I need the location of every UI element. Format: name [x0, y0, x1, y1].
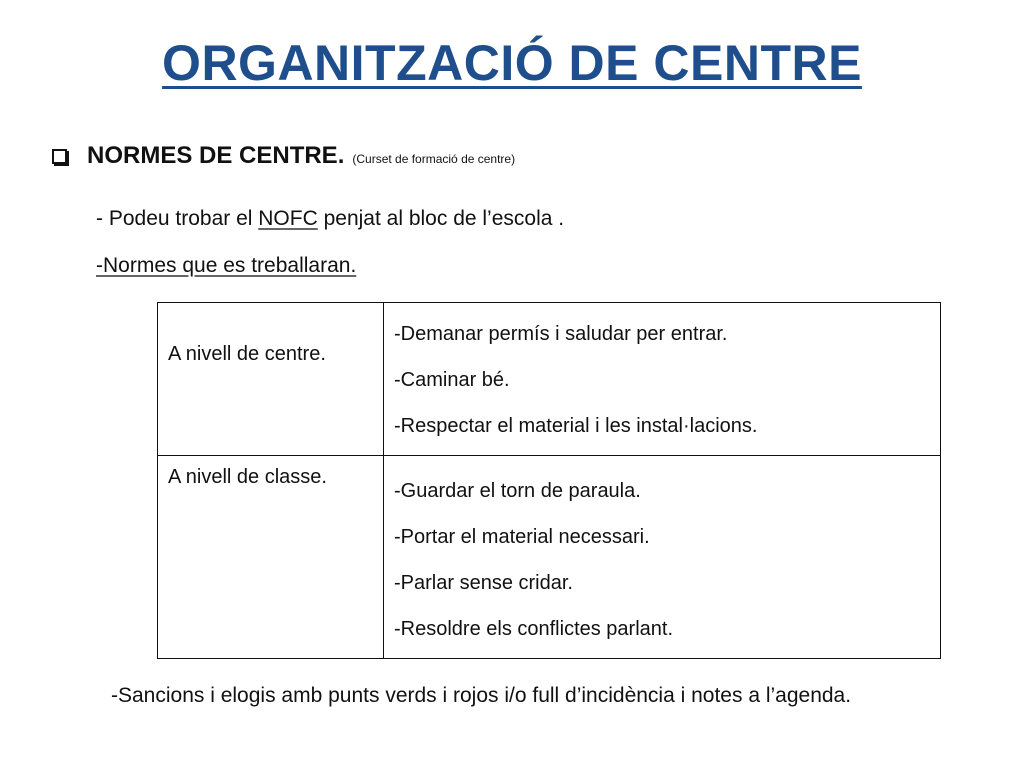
page-title-text: ORGANITZACIÓ DE CENTRE — [162, 35, 862, 91]
section-subnote: (Curset de formació de centre) — [352, 152, 516, 166]
norm-item: -Portar el material necessari. — [394, 526, 650, 548]
norm-item: -Parlar sense cridar. — [394, 572, 573, 594]
page-title — [0, 34, 1024, 92]
nofc-suffix: penjat al bloc de l’escola . — [317, 207, 565, 230]
norm-item: -Caminar bé. — [394, 369, 510, 391]
nofc-line — [96, 207, 564, 231]
row-label-cell — [158, 303, 384, 456]
norm-item: -Respectar el material i les instal·lacions. — [394, 415, 758, 437]
row-label-cell — [158, 456, 384, 659]
row-items-cell — [384, 456, 941, 659]
nofc-link[interactable]: NOFC — [258, 207, 318, 230]
checkbox-icon — [52, 149, 67, 164]
nofc-prefix: - Podeu trobar el — [96, 207, 259, 230]
row-label: A nivell de classe. — [168, 466, 327, 488]
norm-item: -Guardar el torn de paraula. — [394, 480, 641, 502]
table-row — [158, 303, 941, 456]
norm-item: -Demanar permís i saludar per entrar. — [394, 323, 728, 345]
row-label: A nivell de centre. — [168, 343, 326, 365]
section-heading: NORMES DE CENTRE. — [87, 142, 345, 169]
footer-note: -Sancions i elogis amb punts verds i rojos i/o full d’incidència i notes a l’agenda. — [111, 684, 852, 707]
norm-item: -Resoldre els conflictes parlant. — [394, 618, 674, 640]
table-row — [158, 456, 941, 659]
norm-list — [384, 456, 940, 658]
normes-line — [96, 254, 356, 278]
normes-text: -Normes que es treballaran. — [96, 254, 357, 277]
norms-table — [157, 302, 941, 659]
norm-list — [384, 303, 940, 455]
row-items-cell — [384, 303, 941, 456]
section-bullet — [52, 140, 515, 172]
